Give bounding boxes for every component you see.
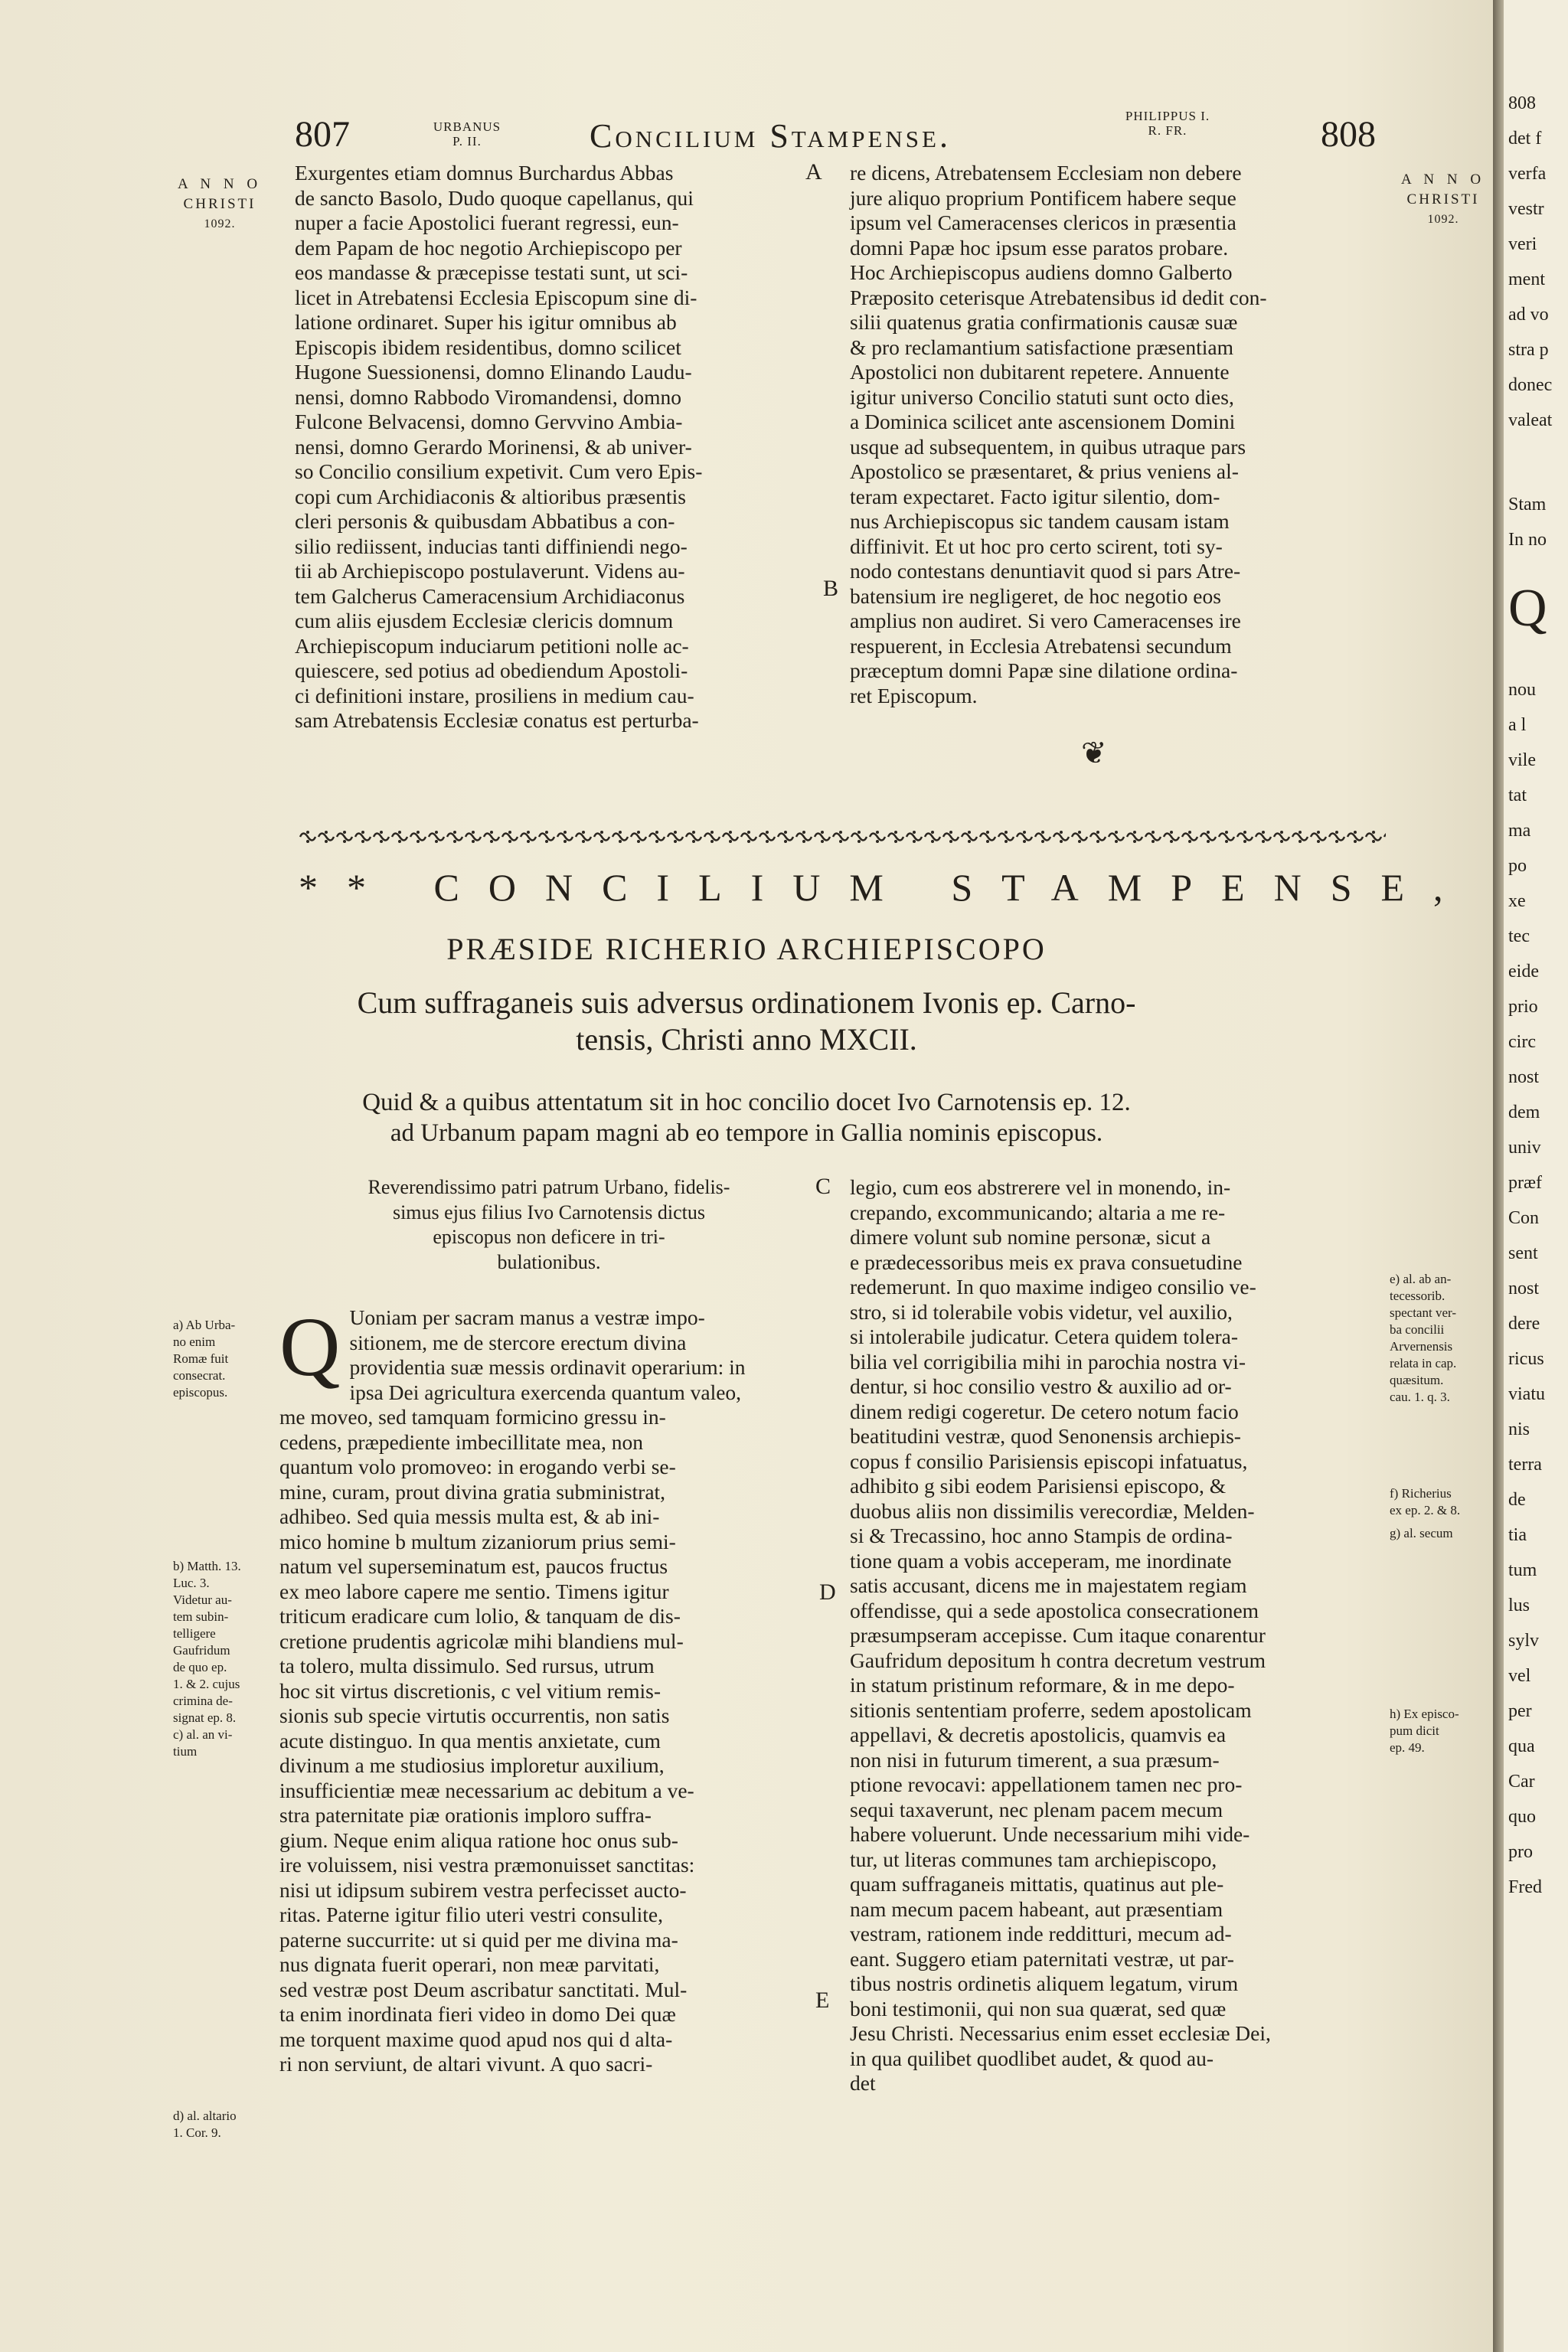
adjacent-page-fragment: Car [1508,1772,1535,1792]
text-line: bilia vel corrigibilia mihi in parochia nostra vi- [850,1349,1246,1374]
text-line: Archiepiscopum induciarum petitioni nolle ac- [295,633,689,658]
text-line: nus dignata fuerit operari, non meæ parvitati, [279,1952,660,1976]
text-line: Apostolico se præsentaret, & prius veniens al- [850,459,1239,483]
section-description [0,985,1493,1058]
adjacent-page-fragment: viatu [1508,1384,1545,1404]
text-line: quam suffraganeis mittatis, quatinus aut ple- [850,1872,1224,1896]
note-e [1390,1271,1489,1406]
text-line: Jesu Christi. Necessarius enim esset ecclesiæ Dei, [850,2021,1271,2045]
footnote-line: Gaufridum [173,1643,230,1658]
footnote-line: c) al. an vi- [173,1727,233,1742]
footnote-line: no enim [173,1334,216,1349]
text-line: e prædecessoribus meis ex prava consuetudine [850,1250,1243,1274]
adjacent-page-fragment: vel [1508,1666,1531,1686]
text-line: nisi ut idipsum subirem vestra perfecisset aucto- [279,1877,687,1902]
adjacent-page-fragment: stra p [1508,340,1549,360]
text-line: tem Galcherus Cameracensium Archidiaconus [295,583,685,608]
text-line: stro, si id tolerabile vobis videtur, vel auxilio, [850,1299,1233,1324]
text-line: acute distinguo. In qua mentis anxietate, cum [279,1728,661,1753]
adjacent-page-fragment: valeat [1508,410,1553,430]
text-line: cleri personis & quibusdam Abbatibus a con- [295,509,675,533]
adjacent-page-edge [1504,0,1568,2352]
text-line: me torquent maxime quod apud nos qui d alta- [279,2027,673,2051]
text-line: non nisi in futurum timerent, a sua præsum- [850,1747,1220,1772]
text-line: dentur, si hoc consilio vestro & auxilio ad or- [850,1374,1232,1398]
text-line: amplius non audiret. Si vero Cameracenses ire [850,609,1241,632]
note-g [1390,1525,1489,1542]
text-line: ipsa Dei agricultura exercenda quantum valeo, [349,1380,742,1404]
adjacent-page-fragment: præf [1508,1173,1542,1193]
text-line: adhibeo. Sed quia messis multa est, & ab ini- [279,1504,660,1528]
running-head-left-line1: URBANUS [433,119,501,134]
text-line: nensi, domno Rabbodo Viromandensi, domno [295,384,682,409]
text-line: Gaufridum depositum h contra decretum vestrum [850,1648,1266,1672]
text-line: insufficientiæ meæ necessarium ac debitum a ve- [279,1778,694,1802]
section-summary-line1: Quid & a quibus attentatum sit in hoc concilio docet Ivo Carnotensis ep. 12. [362,1089,1131,1116]
footnote-line: 1. Cor. 9. [173,2125,221,2140]
adjacent-page-fragment: det f [1508,129,1542,149]
adjacent-page-fragment: ricus [1508,1349,1544,1369]
text-line: ta tolero, multa dissimulo. Sed rursus, utrum [279,1654,655,1677]
text-line: diffinivit. Et ut hoc pro certo scirent, toti sy- [850,534,1223,558]
margin-year-right-3: 1092. [1427,213,1459,226]
text-line: a Dominica scilicet ante ascensionem Domini [850,410,1236,433]
salutation-line: simus ejus filius Ivo Carnotensis dictus [392,1200,706,1223]
text-line: jure aliquo proprium Pontificem habere seque [850,185,1236,210]
footnote-line: e) al. ab an- [1390,1272,1452,1286]
running-head-right-line2: R. FR. [1148,123,1187,138]
running-title: Concilium Stampense. [590,117,951,155]
footnote-line: de quo ep. [173,1660,227,1674]
adjacent-page-fragment: tum [1508,1560,1537,1580]
text-line: cum aliis ejusdem Ecclesiæ clericis domnum [295,609,674,632]
adjacent-page-fragment: Fred [1508,1877,1542,1897]
footnote-line: a) Ab Urba- [173,1318,236,1332]
adjacent-page-fragment: Con [1508,1208,1540,1228]
footnote-line: crimina de- [173,1694,233,1708]
text-line: triticum eradicare cum lolio, & tanquam de dis- [279,1604,681,1628]
section-summary [0,1087,1493,1148]
text-line: appellavi, & decretis apostolicis, quamvis ea [850,1723,1227,1746]
adjacent-page-fragment: In no [1508,530,1547,550]
adjacent-page-fragment: Stam [1508,495,1547,514]
margin-year-right [1393,170,1493,230]
text-line: paterne succurrite: ut si quid per me divina ma- [279,1927,678,1952]
text-line: sam Atrebatensis Ecclesiæ conatus est perturba- [295,708,699,732]
footnote-line: f) Richerius [1390,1486,1452,1501]
adjacent-page-fragment: sylv [1508,1631,1540,1651]
text-line: ire voluissem, nisi vestra præmonuisset sanctitas: [279,1853,695,1877]
adjacent-page-fragment: sent [1508,1243,1538,1263]
letter-body-left-text [279,1300,800,2077]
text-line: hoc sit virtus discretionis, c vel vitium remis- [279,1678,661,1703]
adjacent-page-fragment: verfa [1508,164,1547,184]
section-description-line2: tensis, Christi anno MXCII. [576,1022,917,1057]
text-line: Uoniam per sacram manus a vestræ impo- [349,1305,705,1329]
text-line: nam mecum pacem habeant, aut præsentiam [850,1896,1223,1921]
footnote-line: quæsitum. [1390,1373,1444,1387]
text-line: mico homine b multum zizaniorum prius semi- [279,1529,676,1553]
text-line: duobus aliis non dissimilis verecordiæ, Melden- [850,1498,1255,1523]
adjacent-page-fragment: a l [1508,715,1527,735]
book-gutter [1493,0,1504,2352]
running-head-left [425,119,509,149]
margin-year-right-1: A N N O [1400,172,1486,188]
adjacent-page-fragment: tat [1508,786,1527,805]
text-line: quantum volo promoveo: in erogando verbi se- [279,1455,676,1478]
adjacent-page-fragment: dere [1508,1314,1540,1334]
letter-body-left [279,1300,800,2077]
footnote-line: tem subin- [173,1609,229,1624]
section-summary-line2: ad Urbanum papam magni ab eo tempore in Gallia nominis episcopus. [390,1119,1103,1147]
adjacent-page-fragment: ad vo [1508,305,1549,325]
text-line: teram expectaret. Facto igitur silentio, dom- [850,484,1220,508]
salutation [300,1175,798,1275]
footnote-line: telligere [173,1626,216,1641]
adjacent-page-fragment: nou [1508,680,1536,700]
text-line: offendisse, qui a sede apostolica consecrationem [850,1598,1259,1622]
text-line: de sancto Basolo, Dudo quoque capellanus, qui [295,185,694,210]
text-line: licet in Atrebatensi Ecclesia Episcopum sine di- [295,285,697,309]
adjacent-page-fragment: Q [1508,579,1547,638]
text-line: si & Trecassino, hoc anno Stampis de ordina- [850,1524,1233,1547]
adjacent-page-fragment: prio [1508,997,1538,1017]
top-right-column [850,161,1390,708]
text-line: silii quatenus gratia confirmationis causæ suæ [850,310,1238,334]
adjacent-page-fragment: pro [1508,1842,1533,1862]
text-line: Exurgentes etiam domnus Burchardus Abbas [295,161,674,185]
page-number-left: 807 [295,114,350,155]
text-line: stra paternitate piæ orationis imploro suffra- [279,1803,652,1827]
salutation-line: episcopus non deficere in tri- [433,1226,665,1248]
note-a [173,1317,273,1401]
footnote-line: 1. & 2. cujus [173,1677,240,1691]
salutation-line: Reverendissimo patri patrum Urbano, fidelis- [368,1176,730,1198]
text-line: natum vel superseminatum est, paucos fructus [279,1554,668,1578]
adjacent-page-fragment: ment [1508,270,1545,289]
text-line: nensi, domno Gerardo Morinensi, & ab univer- [295,434,692,459]
ornamental-band [299,828,1386,845]
text-line: respuerent, in Ecclesia Atrebatensi secundum [850,633,1232,658]
text-line: tii ab Archiepiscopo postulaverunt. Videns au- [295,559,685,583]
text-line: si intolerabile judicatur. Cetera quidem tolera- [850,1325,1239,1348]
footnote-line: consecrat. [173,1368,226,1383]
section-subtitle: PRÆSIDE RICHERIO ARCHIEPISCOPO [446,932,1047,966]
footnote-line: tecessorib. [1390,1289,1446,1303]
text-line: dimere volunt sub nomine personæ, sicut a [850,1225,1211,1249]
adjacent-page-fragment: dem [1508,1102,1540,1122]
note-d [173,2108,280,2141]
text-line: nus Archiepiscopus sic tandem causam istam [850,509,1230,533]
text-line: tibus nostris ordinetis aliquem legatum, virum [850,1971,1239,1995]
adjacent-page-fragment: per [1508,1701,1532,1721]
adjacent-page-fragment: qua [1508,1736,1535,1756]
footnote-line: pum dicit [1390,1723,1439,1738]
drop-cap: Q [279,1300,341,1393]
text-line: copus f consilio Parisiensis episcopi infatuatus, [850,1449,1248,1473]
text-line: nodo contestans denuntiavit quod si pars Atre- [850,559,1241,583]
section-letter-e: E [815,1988,830,2013]
section-letter-c: C [815,1174,831,1199]
footnote-line: b) Matth. 13. [173,1559,241,1573]
text-line: silio rediissent, inducias tanti diffiniendi nego- [295,534,688,558]
text-line: dinem redigi cogeretur. De cetero notum facio [850,1399,1239,1423]
text-line: in statum pristinum reformare, & in me depo- [850,1673,1235,1697]
adjacent-page-fragment: veri [1508,234,1537,254]
footnote-line: Romæ fuit [173,1351,229,1366]
footnote-line: spectant ver- [1390,1305,1456,1320]
text-line: Præposito ceterisque Atrebatensibus id dedit con- [850,285,1267,309]
adjacent-page-fragment: vile [1508,750,1536,770]
margin-year-left-1: A N N O [177,176,263,192]
adjacent-page-fragment: tia [1508,1525,1527,1545]
text-line: satis accusant, dicens me in majestatem regiam [850,1573,1247,1597]
running-head-left-line2: P. II. [452,134,482,149]
adjacent-page-fragment: nis [1508,1419,1530,1439]
text-line: gium. Neque enim aliqua ratione hoc onus sub- [279,1828,678,1852]
margin-year-left [170,175,270,234]
footnote-line: d) al. altario [173,2109,237,2123]
adjacent-page-fragment: quo [1508,1807,1536,1827]
text-line: ci definitioni instare, prosiliens in medium cau- [295,683,694,707]
adjacent-page-fragment: xe [1508,891,1526,911]
note-b [173,1558,273,1726]
footnote-line: Videtur au- [173,1592,232,1607]
margin-year-right-2: CHRISTI [1406,191,1480,207]
text-line: sitionem, me de stercore erectum divina [349,1330,687,1354]
text-line: Apostolici non dubitarent repetere. Annuente [850,360,1230,384]
text-line: copi cum Archidiaconis & altioribus præsentis [295,484,686,508]
section-title: ** CONCILIUM STAMPENSE, [299,866,1472,909]
footnote-line: episcopus. [173,1385,228,1400]
text-line: latione ordinaret. Super his igitur omnibus ab [295,310,677,334]
top-left-column [295,161,800,733]
text-line: Episcopis ibidem residentibus, domno scilicet [295,335,681,359]
text-line: vestram, rationem inde redditturi, mecum ad- [850,1922,1232,1945]
text-line: adhibito g sibi eodem Parisiensi episcopo, & [850,1474,1227,1498]
adjacent-page-fragment: ma [1508,821,1531,841]
text-line: boni testimonii, qui non sua quærat, sed quæ [850,1996,1227,2020]
text-line: præsumpseram accepisse. Cum itaque conarentur [850,1623,1266,1647]
adjacent-page-fragment: nost [1508,1279,1540,1298]
letter-body-right [850,1175,1390,2096]
text-line: ta enim inordinata fieri video in domo Dei quæ [279,2002,676,2026]
text-line: divinum a me studiosius imploretur auxilium, [279,1753,665,1777]
footnote-line: h) Ex episco- [1390,1707,1459,1721]
text-line: præceptum domni Papæ sine dilatione ordina- [850,658,1238,682]
note-h [1390,1706,1489,1756]
adjacent-page-fragment: eide [1508,962,1539,982]
footnote-line: relata in cap. [1390,1356,1457,1370]
text-line: batensium ire negligeret, de hoc negotio eos [850,583,1221,608]
text-line: Fulcone Belvacensi, domno Gervvino Ambia- [295,410,683,433]
text-line: domni Papæ hoc ipsum esse paratos probare. [850,235,1229,260]
page-number-right: 808 [1321,114,1376,155]
text-line: ri non serviunt, de altari vivunt. A quo sacri- [279,2052,653,2076]
running-head-right-line1: PHILIPPUS I. [1125,109,1210,123]
section-description-line1: Cum suffraganeis suis adversus ordinationem Ivonis ep. Carno- [357,985,1136,1020]
text-line: dem Papam de hoc negotio Archiepiscopo per [295,235,682,260]
text-line: ret Episcopum. [850,683,978,707]
footnote-line: ba concilii [1390,1322,1445,1337]
text-line: redemerunt. In quo maxime indigeo consilio ve- [850,1275,1256,1298]
section-letter-b: B [823,576,839,601]
text-line: usque ad subsequentem, in quibus utraque pars [850,434,1246,459]
text-line: cretione prudentis agricolæ mihi blandiens mul- [279,1628,684,1653]
text-line: eant. Suggero etiam paternitati vestræ, ut par- [850,1946,1234,1971]
text-line: legio, cum eos abstrerere vel in monendo, in- [850,1175,1231,1199]
adjacent-page-fragment: de [1508,1490,1526,1510]
end-flourish: ❦ [1081,736,1107,770]
footnote-line: signat ep. 8. [173,1710,237,1725]
adjacent-page-fragment: donec [1508,375,1553,395]
text-line: sitionis sententiam proferre, sedem apostolicam [850,1697,1252,1722]
text-line: tione quam a vobis acceperam, me inordinate [850,1548,1232,1573]
text-line: re dicens, Atrebatensem Ecclesiam non debere [850,161,1242,185]
footnote-line: g) al. secum [1390,1526,1453,1540]
text-line: sed vestræ post Deum ascribatur sanctitati. Mul- [279,1977,688,2001]
note-f [1390,1485,1489,1519]
footnote-line: ep. 49. [1390,1740,1425,1755]
footnote-line: Arvernensis [1390,1339,1453,1354]
text-line: & pro reclamantium satisfactione præsentiam [850,335,1233,359]
adjacent-page-fragment: vestr [1508,199,1544,219]
text-line: mine, curam, prout divina gratia subministrat, [279,1479,666,1504]
text-line: sequi taxaverunt, nec plenam pacem mecum [850,1797,1223,1821]
text-line: ritas. Paterne igitur filio uteri vestri consulite, [279,1903,663,1926]
text-line: me moveo, sed tamquam formicino gressu in- [279,1405,666,1429]
footnote-line: tium [173,1744,198,1759]
text-line: habere voluerunt. Unde necessarium mihi vide- [850,1822,1250,1846]
text-line: beatitudini vestræ, quod Senonensis archiepis- [850,1424,1241,1448]
adjacent-page-fragment: tec [1508,926,1530,946]
text-line: Hugone Suessionensi, domno Elinando Laudu- [295,360,692,384]
adjacent-page-fragment: circ [1508,1032,1536,1052]
footnote-line: cau. 1. q. 3. [1390,1390,1450,1404]
text-line: ex meo labore capere me sentio. Timens igitur [279,1579,669,1603]
adjacent-page-fragment: univ [1508,1138,1541,1158]
adjacent-page-fragment: terra [1508,1455,1542,1475]
text-line: crepando, excommunicando; altaria a me re- [850,1200,1226,1224]
margin-year-left-2: CHRISTI [183,196,256,212]
text-line: in qua quilibet quodlibet audet, & quod au- [850,2046,1214,2070]
adjacent-page-fragment: lus [1508,1596,1530,1615]
note-c [173,1726,273,1760]
text-line: nuper a facie Apostolici fuerant regressi, eun- [295,211,679,234]
salutation-line: bulationibus. [497,1250,601,1273]
adjacent-page-fragment: 808 [1508,93,1536,113]
adjacent-page-fragment: nost [1508,1067,1540,1087]
footnote-line: ex ep. 2. & 8. [1390,1503,1461,1517]
text-line: quiescere, sed potius ad obediendum Apostoli- [295,658,688,682]
section-letter-a: A [805,159,822,185]
text-line: so Concilio consilium expetivit. Cum vero Epis- [295,459,703,483]
text-line: eos mandasse & præcepisse testati sunt, ut sci- [295,260,688,284]
running-head-right [1114,109,1221,138]
margin-year-left-3: 1092. [204,217,236,230]
text-line: sionis sub specie virtutis occurrentis, non satis [279,1704,670,1727]
adjacent-page-fragment: po [1508,856,1527,876]
section-letter-d: D [819,1579,836,1605]
text-line: igitur universo Concilio statuti sunt octo dies, [850,384,1234,409]
text-line: ipsum vel Cameracenses clericos in præsentia [850,211,1236,234]
text-line: det [850,2071,876,2095]
text-line: cedens, præpediente imbecillitate mea, non [279,1429,643,1454]
text-line: providentia suæ messis ordinavit operarium: in [349,1355,746,1379]
text-line: ptione revocavi: appellationem tamen nec pro- [850,1772,1243,1796]
text-line: Hoc Archiepiscopus audiens domno Galberto [850,260,1233,284]
footnote-line: Luc. 3. [173,1576,210,1590]
text-line: tur, ut literas communes tam archiepiscopo, [850,1847,1217,1871]
